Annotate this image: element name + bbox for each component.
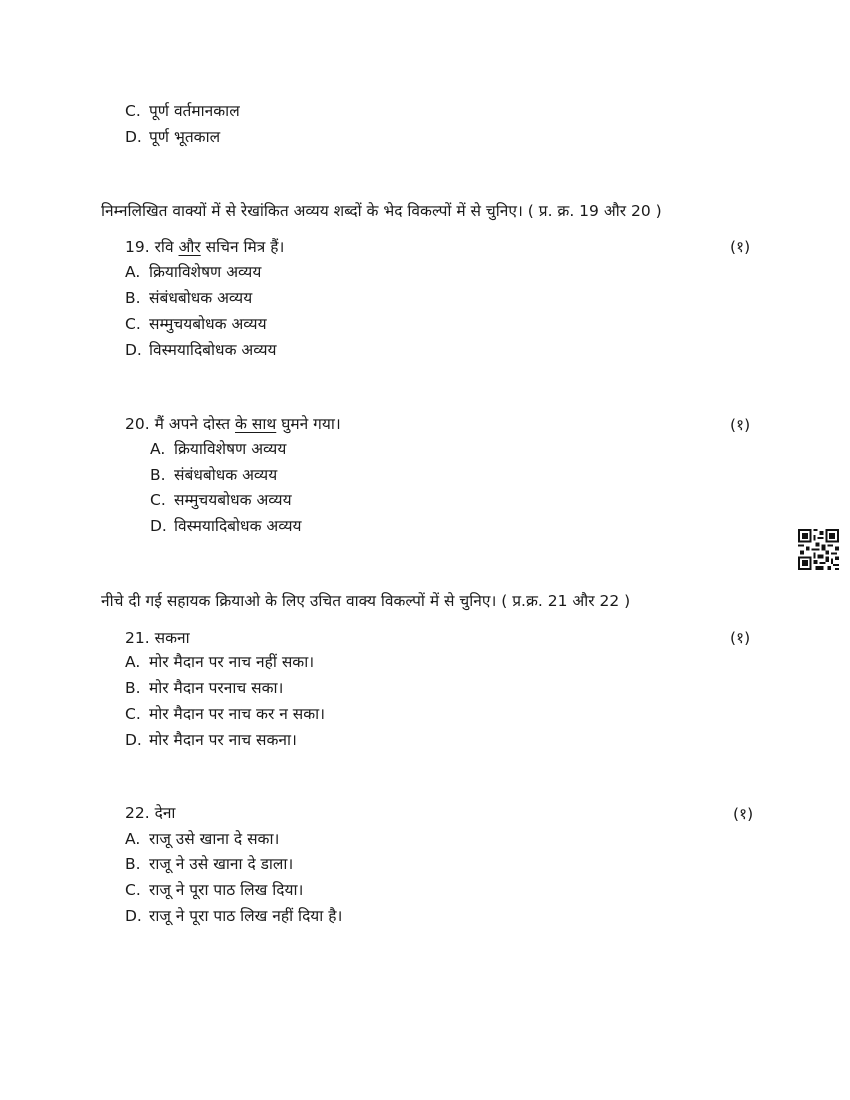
- option-a: A. मोर मैदान पर नाच नहीं सका।: [125, 653, 315, 671]
- option-b: B. संबंधबोधक अव्यय: [125, 289, 253, 307]
- underlined-word: और: [178, 238, 201, 256]
- option-d: D. विस्मयादिबोधक अव्यय: [150, 517, 302, 535]
- section-instruction: नीचे दी गई सहायक क्रियाओ के लिए उचित वाक्य विकल्पों में से चुनिए। ( प्र.क्र. 21 और 22 ): [101, 592, 631, 610]
- question-range: ( प्र.क्र. 21 और 22 ): [501, 592, 631, 610]
- marks-badge: (१): [730, 629, 751, 647]
- option-d: D. पूर्ण भूतकाल: [125, 128, 221, 146]
- option-a: A. क्रियाविशेषण अव्यय: [125, 263, 262, 281]
- option-c: C. राजू ने पूरा पाठ लिख दिया।: [125, 881, 304, 899]
- section-instruction: निम्नलिखित वाक्यों में से रेखांकित अव्यय शब्दों के भेद विकल्पों में से चुनिए। ( प्र. क्र. 19 और 20 ): [101, 202, 662, 220]
- question-range: ( प्र. क्र. 19 और 20 ): [527, 202, 662, 220]
- option-d: D. विस्मयादिबोधक अव्यय: [125, 341, 277, 359]
- qr-code-icon: [798, 529, 839, 570]
- question-20: 20. मैं अपने दोस्त के साथ घुमने गया।: [125, 415, 341, 433]
- option-b: B. राजू ने उसे खाना दे डाला।: [125, 855, 294, 873]
- question-21: 21. सकना: [125, 629, 190, 647]
- marks-badge: (१): [733, 805, 754, 823]
- option-c: C. सम्मुचयबोधक अव्यय: [125, 315, 267, 333]
- option-b: B. संबंधबोधक अव्यय: [150, 466, 278, 484]
- option-a: A. क्रियाविशेषण अव्यय: [150, 440, 287, 458]
- option-d: D. राजू ने पूरा पाठ लिख नहीं दिया है।: [125, 907, 343, 925]
- question-19: 19. रवि और सचिन मित्र हैं।: [125, 238, 285, 256]
- marks-badge: (१): [730, 416, 751, 434]
- marks-badge: (१): [730, 238, 751, 256]
- option-a: A. राजू उसे खाना दे सका।: [125, 830, 280, 848]
- question-22: 22. देना: [125, 804, 176, 822]
- option-b: B. मोर मैदान परनाच सका।: [125, 679, 284, 697]
- underlined-word: के साथ: [235, 415, 277, 433]
- option-c: C. सम्मुचयबोधक अव्यय: [150, 491, 292, 509]
- option-c: C. मोर मैदान पर नाच कर न सका।: [125, 705, 326, 723]
- option-d: D. मोर मैदान पर नाच सकना।: [125, 731, 297, 749]
- option-c: C. पूर्ण वर्तमानकाल: [125, 102, 240, 120]
